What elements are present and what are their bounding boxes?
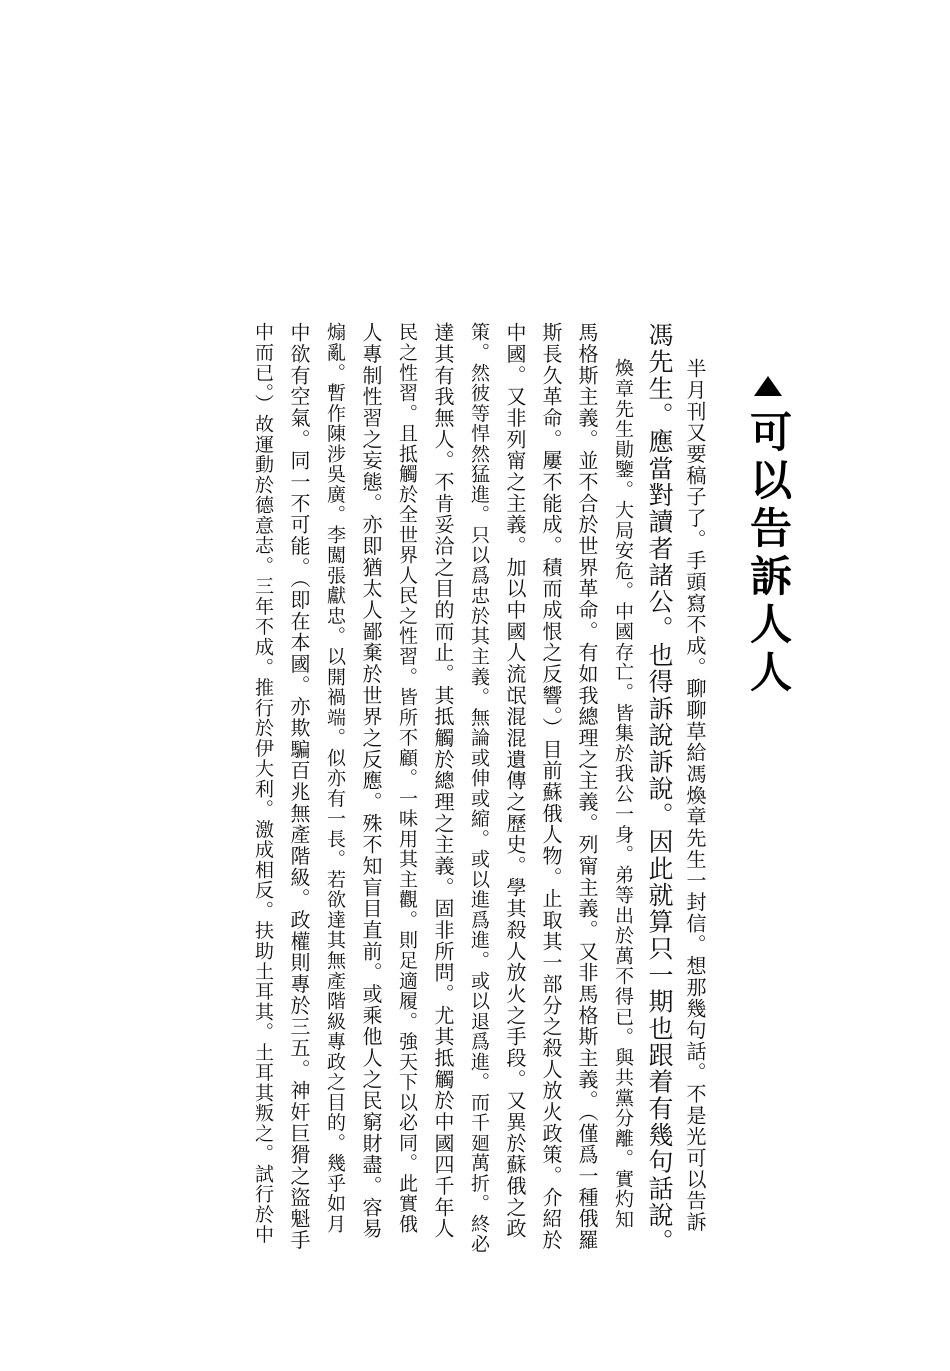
- text-column-13: 中而已。）故運動於德意志。三年不成。推行於伊大利。激成相反。扶助土耳其。土耳其叛之。試行於中: [252, 322, 274, 1245]
- text-column-1: 半月刊又要稿子了。手頭寫不成。聊聊草給馮煥章先生一封信。想那幾句話。不是光可以告訴: [683, 358, 707, 1233]
- text-column-11: 煽亂。暫作陳涉吳廣。李闖張獻忠。以開禍端。似亦有一長。若欲達其無產階級專政之目的。幾乎如月: [324, 322, 346, 1234]
- text-column-10: 人專制性習之妄態。亦即猶太人鄙棄於世界之反應。殊不知盲目直前。或乘他人之民窮財盡。容易: [359, 322, 383, 1240]
- text-column-3: 煥章先生勛鑒。大局安危。中國存亡。皆集於我公一身。弟等出於萬不得已。與共黨分離。實灼知: [612, 358, 634, 1230]
- text-column-6: 中國。又非列甯之主義。加以中國人流氓混混遺傳之歷史。學其殺人放火之手段。又異於蘇俄之政: [503, 322, 527, 1240]
- text-column-9: 民之性習。且抵觸於全世界人民之性習。皆所不顧。一味用其主觀。則足適履。強天下以必同。此實俄: [396, 322, 418, 1234]
- text-column-7: 策。然彼等悍然猛進。只以爲忠於其主義。無論或伸或縮。或以進爲進。或以退爲進。而千廻萬折。終必: [468, 322, 490, 1255]
- text-column-12: 中欲有空氣。同一不可能。（即在本國。亦欺騙百兆無產階級。政權則專於三五。神奸巨猾之盜魁手: [287, 322, 311, 1251]
- text-column-5: 斯長久革命。屢不能成。積而成恨之反響。）目前蘇俄人物。止取其一部分之殺人放火政策。介紹於: [539, 322, 563, 1251]
- text-column-2: 馮先生。應當對讀者諸公。也得訴說訴說。因此就算只一期也跟着有幾句話說。: [645, 322, 674, 1256]
- text-column-8: 達其有我無人。不肯妥洽之目的而止。其抵觸於總理之主義。固非所問。尤其抵觸於中國四千年人: [431, 322, 455, 1240]
- title-marker-triangle-icon: [754, 376, 782, 396]
- article-title: 可以告訴人人: [744, 410, 793, 698]
- text-column-4: 馬格斯主義。並不合於世界革命。有如我總理之主義。列甯主義。又非馬格斯主義。（僅爲一種俄羅: [575, 322, 599, 1251]
